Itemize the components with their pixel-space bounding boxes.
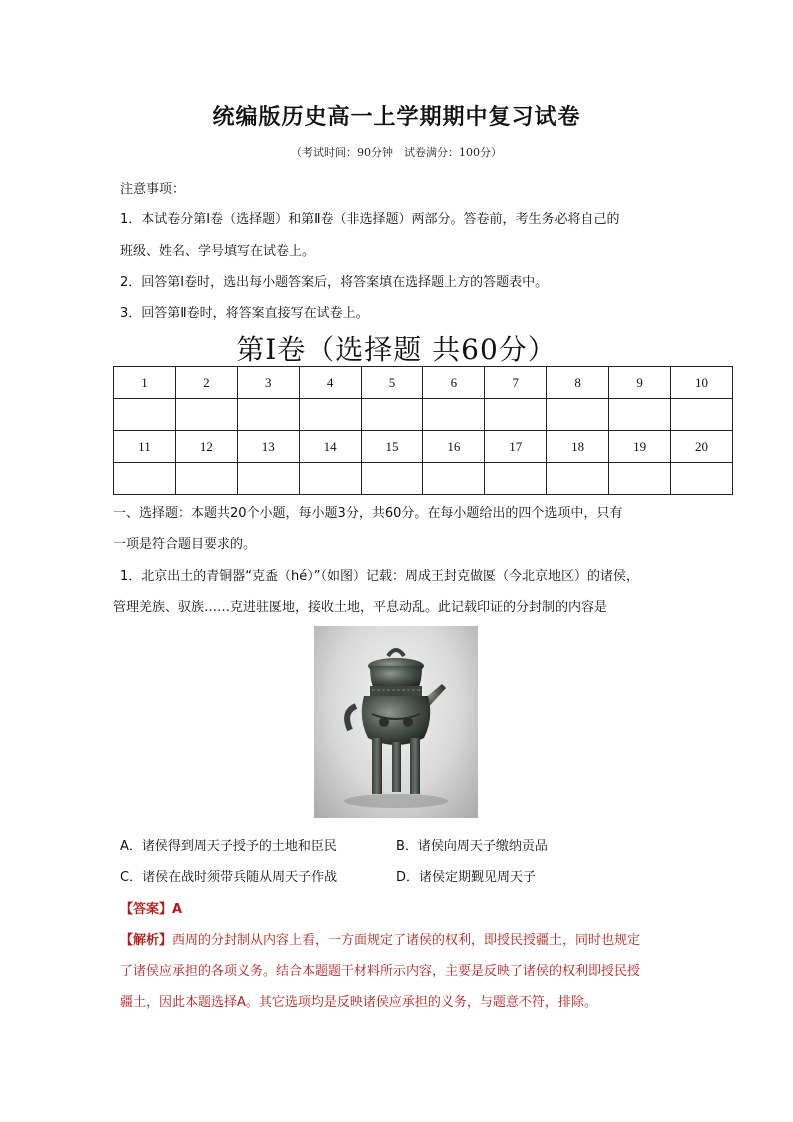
answer-cell[interactable] xyxy=(175,463,237,495)
grid-number-cell: 14 xyxy=(299,431,361,463)
grid-number-cell: 4 xyxy=(299,367,361,399)
option-b[interactable]: B．诸侯向周天子缴纳贡品 xyxy=(396,839,548,854)
option-d[interactable]: D．诸侯定期觐见周天子 xyxy=(396,870,537,885)
grid-number-cell: 19 xyxy=(609,431,671,463)
answer-cell[interactable] xyxy=(114,463,176,495)
answer-cell[interactable] xyxy=(237,399,299,431)
note-item-3: 3．回答第Ⅱ卷时，将答案直接写在试卷上。 xyxy=(120,306,369,321)
grid-number-cell: 5 xyxy=(361,367,423,399)
answer-value: A xyxy=(172,902,183,917)
grid-number-cell: 13 xyxy=(237,431,299,463)
bronze-vessel-image xyxy=(314,626,478,818)
answer-grid-blank-row-1 xyxy=(114,399,733,431)
grid-number-cell: 20 xyxy=(671,431,733,463)
option-c[interactable]: C．诸侯在战时须带兵随从周天子作战 xyxy=(120,870,338,885)
answer-grid-header-row-2 xyxy=(114,431,733,463)
answer-cell[interactable] xyxy=(609,463,671,495)
answer-cell[interactable] xyxy=(547,463,609,495)
answer-cell[interactable] xyxy=(114,399,176,431)
grid-number-cell: 8 xyxy=(547,367,609,399)
grid-number-cell: 3 xyxy=(237,367,299,399)
analysis-label: 【解析】 xyxy=(120,933,173,948)
grid-number-cell: 11 xyxy=(114,431,176,463)
answer-cell[interactable] xyxy=(547,399,609,431)
answer-cell[interactable] xyxy=(175,399,237,431)
grid-number-cell: 9 xyxy=(609,367,671,399)
grid-number-cell: 15 xyxy=(361,431,423,463)
grid-number-cell: 12 xyxy=(175,431,237,463)
answer-label: 【答案】 xyxy=(120,902,173,917)
answer-cell[interactable] xyxy=(361,399,423,431)
answer-grid-header-row-1 xyxy=(114,367,733,399)
question-1-stem-line-1: 1．北京出土的青铜器“克盉（hé）”（如图）记载：周成王封克做匽（今北京地区）的诸侯， xyxy=(120,569,639,584)
notes-heading: 注意事项： xyxy=(120,182,186,197)
instructions-line-2: 一项是符合题目要求的。 xyxy=(113,537,257,552)
answer-cell[interactable] xyxy=(361,463,423,495)
answer-cell[interactable] xyxy=(485,463,547,495)
grid-number-cell: 2 xyxy=(175,367,237,399)
analysis-line-2: 了诸侯应承担的各项义务。结合本题题干材料所示内容，主要是反映了诸侯的权利即授民授 xyxy=(120,964,641,979)
answer-cell[interactable] xyxy=(671,463,733,495)
grid-number-cell: 6 xyxy=(423,367,485,399)
answer-cell[interactable] xyxy=(237,463,299,495)
analysis-line-3: 疆土，因此本题选择A。其它选项均是反映诸侯应承担的义务，与题意不符，排除。 xyxy=(120,995,597,1010)
answer-grid-blank-row-2 xyxy=(114,463,733,495)
note-item-2: 2．回答第Ⅰ卷时，选出每小题答案后，将答案填在选择题上方的答题表中。 xyxy=(120,275,549,290)
option-a[interactable]: A．诸侯得到周天子授予的土地和臣民 xyxy=(120,839,337,854)
section-title: 第Ⅰ卷（选择题 共60分） xyxy=(236,333,557,366)
answer-cell[interactable] xyxy=(423,463,485,495)
answer-cell[interactable] xyxy=(609,399,671,431)
grid-number-cell: 10 xyxy=(671,367,733,399)
question-1-stem-line-2: 管理羌族、驭族……克进驻匽地，接收土地，平息动乱。此记载印证的分封制的内容是 xyxy=(113,600,608,615)
grid-number-cell: 18 xyxy=(547,431,609,463)
grid-number-cell: 7 xyxy=(485,367,547,399)
note-item-1-line-2: 班级、姓名、学号填写在试卷上。 xyxy=(120,244,316,259)
grid-number-cell: 1 xyxy=(114,367,176,399)
note-item-1-line-1: 1．本试卷分第Ⅰ卷（选择题）和第Ⅱ卷（非选择题）两部分。答卷前，考生务必将自己的 xyxy=(120,212,620,227)
answer-cell[interactable] xyxy=(485,399,547,431)
grid-number-cell: 16 xyxy=(423,431,485,463)
grid-number-cell: 17 xyxy=(485,431,547,463)
answer-cell[interactable] xyxy=(671,399,733,431)
analysis-line-1 xyxy=(120,929,640,948)
page-title: 统编版历史高一上学期期中复习试卷 xyxy=(212,104,581,130)
analysis-text-1: 西周的分封制从内容上看，一方面规定了诸侯的权利，即授民授疆土，同时也规定 xyxy=(172,933,641,948)
answer-grid xyxy=(113,366,733,495)
answer-cell[interactable] xyxy=(299,463,361,495)
answer-cell[interactable] xyxy=(299,399,361,431)
answer-cell[interactable] xyxy=(423,399,485,431)
bronze-vessel-illustration xyxy=(314,626,478,818)
instructions-line-1: 一、选择题：本题共20个小题，每小题3分，共60分。在每小题给出的四个选项中，只有 xyxy=(113,506,623,521)
answer-line xyxy=(120,898,182,917)
exam-info: （考试时间：90分钟 试卷满分：100分） xyxy=(291,146,502,159)
